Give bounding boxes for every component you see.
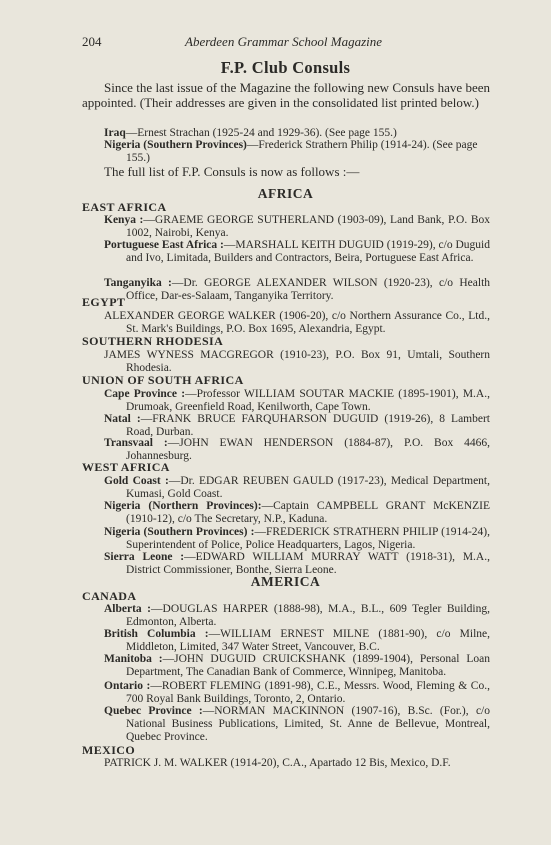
running-header <box>82 34 492 54</box>
entry-place: Nigeria (Northern Provinces): <box>104 500 262 512</box>
entry-place: Alberta : <box>104 603 152 615</box>
consul-entry <box>104 603 490 629</box>
consul-entry <box>104 653 490 679</box>
entry-place: Portuguese East Africa : <box>104 239 224 251</box>
entry-place: Kenya : <box>104 214 144 226</box>
entry-text: —JOHN EWAN HENDERSON (1884-87), P.O. Box 4466, Johannesburg. <box>126 437 490 462</box>
region-heading-america: AMERICA <box>250 574 321 589</box>
consul-entry <box>104 757 490 770</box>
consul-entry <box>104 277 490 303</box>
entry-text: —NORMAN MACKINNON (1907-16), B.Sc. (For.), c/o National Business Publications, Limited, St. Anne de Bellevue, Montreal, Quebec Province. <box>126 705 490 743</box>
country-heading-mexico: MEXICO <box>82 743 136 757</box>
consul-entry <box>104 705 490 744</box>
entry-place: British Columbia : <box>104 628 209 640</box>
full-list-intro: The full list of F.P. Consuls is now as follows :— <box>104 164 360 179</box>
entry-place: Ontario : <box>104 680 151 692</box>
entry-place: Quebec Province : <box>104 705 203 717</box>
country-heading-egypt: EGYPT <box>82 295 126 309</box>
region-heading-africa: AFRICA <box>257 186 314 201</box>
consul-entry <box>104 388 490 414</box>
country-heading-west-africa: WEST AFRICA <box>82 460 170 474</box>
entry-text: —DOUGLAS HARPER (1888-98), M.A., B.L., 609 Tegler Building, Edmonton, Alberta. <box>126 603 490 628</box>
entry-text: —JOHN DUGUID CRUICKSHANK (1899-1904), Personal Loan Department, The Canadian Bank of Commerce, Winnipeg, Manitoba. <box>126 653 490 678</box>
entry-place: Tanganyika : <box>104 277 172 289</box>
entry-place: Natal : <box>104 413 141 425</box>
consul-entry <box>104 349 490 375</box>
entry-place: Manitoba : <box>104 653 163 665</box>
country-heading-east-africa: EAST AFRICA <box>82 200 167 214</box>
entry-place: Nigeria (Southern Provinces) : <box>104 526 255 538</box>
consul-entry <box>104 475 490 501</box>
new-appointment-text: —Ernest Strachan (1925-24 and 1929-36). (See page 155.) <box>125 127 397 139</box>
entry-text: PATRICK J. M. WALKER (1914-20), C.A., Apartado 12 Bis, Mexico, D.F. <box>104 757 451 769</box>
entry-text: ALEXANDER GEORGE WALKER (1906-20), c/o Northern Assurance Co., Ltd., St. Mark's Buildings, P.O. Box 1695, Alexandria, Egypt. <box>104 310 490 335</box>
intro-paragraph: Since the last issue of the Magazine the following new Consuls have been appointed. (Their addresses are given in the consolidated list printed below.) <box>82 80 490 110</box>
entry-place: Sierra Leone : <box>104 551 185 563</box>
entry-text: —ROBERT FLEMING (1891-98), C.E., Messrs. Wood, Fleming & Co., 700 Royal Bank Buildings, Toronto, 2, Ontario. <box>126 680 490 705</box>
consul-entry <box>104 628 490 654</box>
running-title: Aberdeen Grammar School Magazine <box>185 34 383 49</box>
entry-text: —FREDERICK STRATHERN PHILIP (1914-24), Superintendent of Police, Police Headquarters, Lagos, Nigeria. <box>126 526 490 551</box>
entry-text: —FRANK BRUCE FARQUHARSON DUGUID (1919-26), 8 Lambert Road, Durban. <box>126 413 490 438</box>
entry-place: Gold Coast : <box>104 475 169 487</box>
entry-place: Transvaal : <box>104 437 168 449</box>
consul-entry <box>104 239 490 265</box>
country-heading-southern-rhodesia: SOUTHERN RHODESIA <box>82 334 224 348</box>
entry-text: —Professor WILLIAM SOUTAR MACKIE (1895-1901), M.A., Drumoak, Greenfield Road, Kenilworth, Cape Town. <box>126 388 490 413</box>
country-heading-union-of-south-africa: UNION OF SOUTH AFRICA <box>82 373 244 387</box>
new-appointment-text: —Frederick Strathern Philip (1914-24). (See page 155.) <box>126 139 478 164</box>
entry-text: JAMES WYNESS MACGREGOR (1910-23), P.O. Box 91, Umtali, Southern Rhodesia. <box>104 349 490 374</box>
consul-entry <box>104 526 490 552</box>
consul-entry <box>104 680 490 706</box>
entry-text: —Dr. GEORGE ALEXANDER WILSON (1920-23), c/o Health Office, Dar-es-Salaam, Tanganyika Territory. <box>126 277 491 302</box>
new-appointment-place: Iraq <box>104 127 126 139</box>
page-title: F.P. Club Consuls <box>220 58 351 77</box>
entry-text: —GRAEME GEORGE SUTHERLAND (1903-09), Land Bank, P.O. Box 1002, Nairobi, Kenya. <box>126 214 490 239</box>
consul-entry <box>104 310 490 336</box>
entry-text: —Captain CAMPBELL GRANT McKENZIE (1910-12), c/o The Secretary, N.P., Kaduna. <box>126 500 490 525</box>
new-appointment-place: Nigeria (Southern Provinces) <box>104 139 247 151</box>
consul-entry <box>104 413 490 439</box>
consul-entry <box>104 214 490 240</box>
country-heading-canada: CANADA <box>82 589 137 603</box>
entry-text: —MARSHALL KEITH DUGUID (1919-29), c/o Duguid and Ivo, Limitada, Builders and Contractors, Beira, Portuguese East Africa. <box>126 239 490 264</box>
entry-text: —Dr. EDGAR REUBEN GAULD (1917-23), Medical Department, Kumasi, Gold Coast. <box>126 475 490 500</box>
entry-place: Cape Province : <box>104 388 186 400</box>
page-number: 204 <box>82 34 102 49</box>
new-appointment-nigeria <box>104 139 490 165</box>
entry-text: —WILLIAM ERNEST MILNE (1881-90), c/o Milne, Middleton, Limited, 347 Water Street, Vancouver, B.C. <box>126 628 491 653</box>
entry-text: —EDWARD WILLIAM MURRAY WATT (1918-31), M.A., District Commissioner, Bonthe, Sierra Leone. <box>126 551 490 576</box>
consul-entry <box>104 500 490 526</box>
